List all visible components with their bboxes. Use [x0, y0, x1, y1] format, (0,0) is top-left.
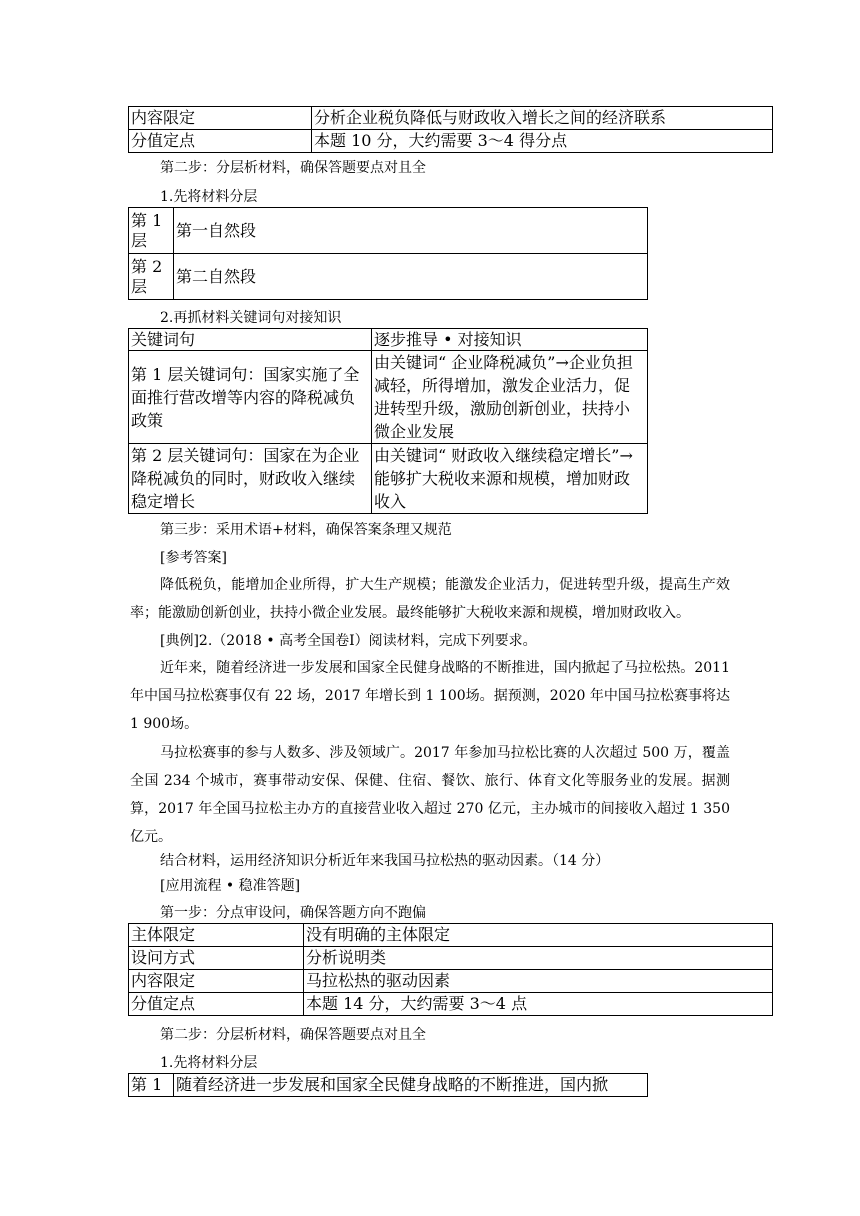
table-cell-value: 本题 10 分，大约需要 3～4 得分点	[312, 130, 773, 153]
table-row	[129, 254, 648, 300]
table-cell-label: 内容限定	[129, 970, 304, 993]
sub-heading: 2.再抓材料关键词句对接知识	[160, 310, 342, 326]
table-row	[129, 208, 648, 254]
step-heading: 第二步：分层析材料，确保答题要点对且全	[160, 1027, 426, 1043]
table-row	[129, 947, 773, 970]
table-row	[129, 1074, 648, 1097]
table-row	[129, 444, 648, 514]
layer-label: 第 1 层	[129, 208, 174, 254]
table-cell-label: 分值定点	[129, 993, 304, 1016]
column-header: 关键词句	[129, 329, 372, 351]
table-row	[129, 107, 773, 130]
table-cell-value: 马拉松热的驱动因素	[304, 970, 773, 993]
layer-content: 第二自然段	[174, 254, 648, 300]
example-heading: [典例]2.（2018 • 高考全国卷Ⅰ）阅读材料，完成下列要求。	[160, 633, 537, 649]
table-row	[129, 351, 648, 444]
table-cell-value: 没有明确的主体限定	[304, 924, 773, 947]
question-analysis-table-2	[128, 923, 773, 1016]
keyword-cell: 第 1 层关键词句：国家实施了全面推行营改增等内容的降税减负政策	[129, 351, 372, 444]
reference-answer-text: 降低税负，能增加企业所得，扩大生产规模；能激发企业活力，促进转型升级，提高生产效率；能激励创新创业，扶持小微企业发展。最终能够扩大税收来源和规模，增加财政收入。	[130, 577, 730, 621]
table-row	[129, 970, 773, 993]
table-row	[129, 130, 773, 153]
table-cell-label: 主体限定	[129, 924, 304, 947]
table-header-row	[129, 329, 648, 351]
question-analysis-table-1	[128, 106, 773, 153]
derivation-cell: 由关键词“ 财政收入继续稳定增长”→ 能够扩大税收来源和规模，增加财政收入	[372, 444, 648, 514]
step-heading: 第三步：采用术语+材料，确保答案条理又规范	[160, 522, 452, 538]
column-header: 逐步推导 • 对接知识	[372, 329, 648, 351]
table-cell-value: 分析说明类	[304, 947, 773, 970]
layer-label: 第 2 层	[129, 254, 174, 300]
material-paragraph-1: 近年来，随着经济进一步发展和国家全民健身战略的不断推进，国内掀起了马拉松热。2011 年中国马拉松赛事仅有 22 场，2017 年增长到 1 100场。据预测，2020 年中国马拉松赛事将达 1 900场。	[130, 660, 730, 732]
material-layer-table-2	[128, 1073, 648, 1097]
question-text: 结合材料，运用经济知识分析近年来我国马拉松热的驱动因素。（14 分）	[160, 853, 610, 869]
material-layer-table-1	[128, 207, 648, 300]
keyword-derivation-table	[128, 328, 648, 514]
layer-content: 随着经济进一步发展和国家全民健身战略的不断推进，国内掀	[174, 1074, 648, 1097]
reference-answer-label: [参考答案]	[160, 550, 227, 566]
table-cell-label: 分值定点	[129, 130, 312, 153]
table-cell-label: 内容限定	[129, 107, 312, 130]
keyword-cell: 第 2 层关键词句：国家在为企业降税减负的同时，财政收入继续稳定增长	[129, 444, 372, 514]
layer-content: 第一自然段	[174, 208, 648, 254]
table-row	[129, 993, 773, 1016]
derivation-cell: 由关键词“ 企业降税减负”→企业负担减轻，所得增加，激发企业活力，促进转型升级，激励创新创业，扶持小微企业发展	[372, 351, 648, 444]
table-cell-value: 本题 14 分，大约需要 3～4 点	[304, 993, 773, 1016]
table-cell-label: 设问方式	[129, 947, 304, 970]
step-heading: 第一步：分点审设问，确保答题方向不跑偏	[160, 905, 426, 921]
layer-label: 第 1	[129, 1074, 174, 1097]
step-heading: 第二步：分层析材料，确保答题要点对且全	[160, 160, 426, 176]
material-paragraph-2: 马拉松赛事的参与人数多、涉及领域广。2017 年参加马拉松比赛的人次超过 500 万，覆盖全国 234 个城市，赛事带动安保、保健、住宿、餐饮、旅行、体育文化等服务业的发展。据测算，2017 年全国马拉松主办方的直接营业收入超过 270 亿元，主办城市的间接收入超过 1 350 亿元。	[130, 745, 730, 845]
table-row	[129, 924, 773, 947]
sub-heading: 1.先将材料分层	[160, 1055, 258, 1071]
sub-heading: 1.先将材料分层	[160, 189, 258, 205]
table-cell-value: 分析企业税负降低与财政收入增长之间的经济联系	[312, 107, 773, 130]
flow-label: [应用流程 • 稳准答题]	[160, 878, 301, 894]
